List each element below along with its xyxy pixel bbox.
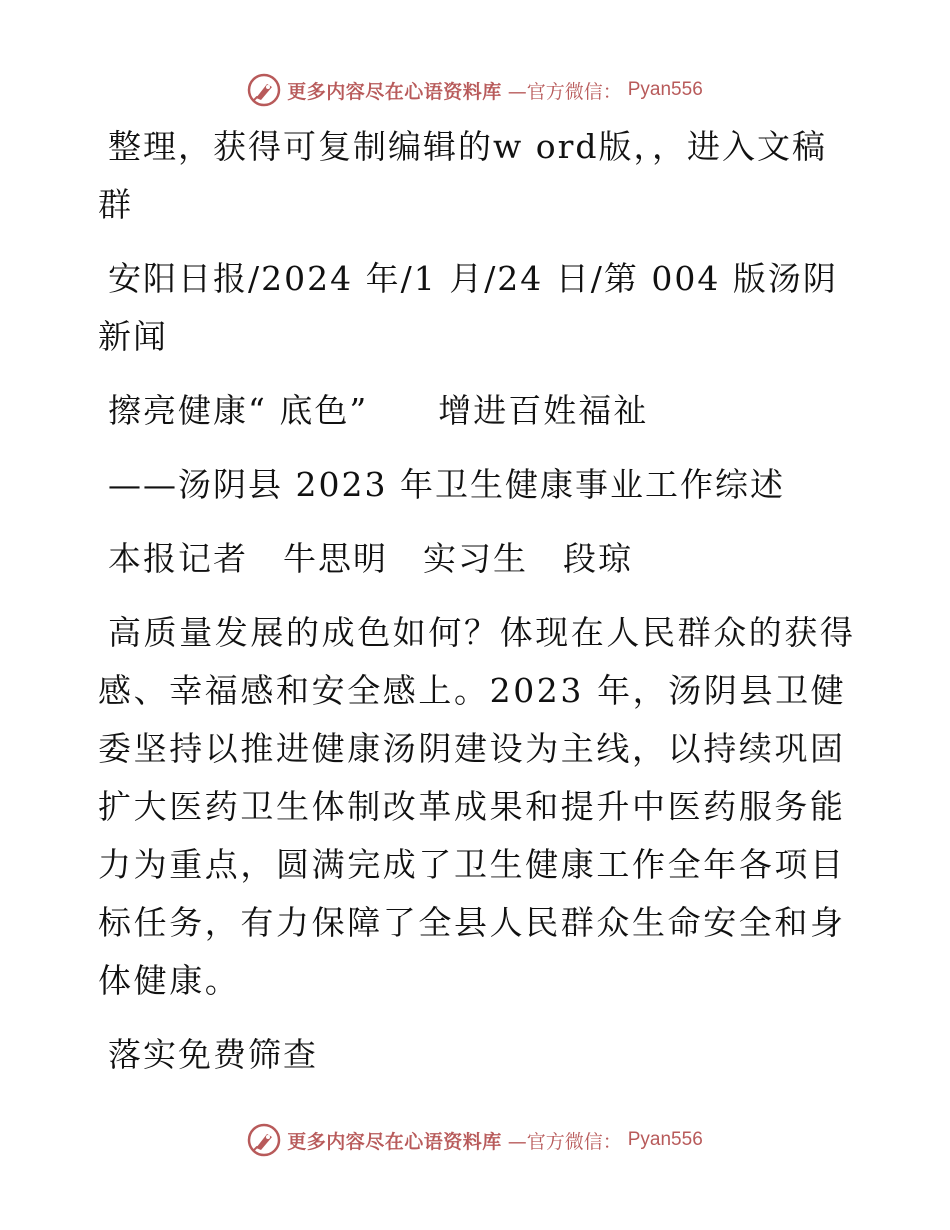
section-heading: 落实免费筛查 (108, 1035, 318, 1074)
watermark-wechat-id: Pyan556 (627, 1129, 703, 1150)
watermark-text: 更多内容尽在心语资料库 (287, 80, 502, 103)
watermark-separator: —官方微信： (507, 80, 622, 103)
pen-nib-logo-icon (247, 73, 281, 107)
watermark-separator: —官方微信： (507, 1130, 622, 1153)
source-line: 安阳日报/2024 年/1 月/24 日/第 004 版汤阴新闻 (98, 259, 838, 356)
byline: 本报记者 牛思明 实习生 段琼 (108, 539, 633, 578)
document-body (98, 118, 858, 1100)
article-subtitle: ——汤阴县 2023 年卫生健康事业工作综述 (108, 465, 785, 504)
header-watermark (0, 70, 950, 110)
pen-nib-logo-icon (247, 1123, 281, 1157)
watermark-wechat-id: Pyan556 (627, 79, 703, 100)
intro-note: 整理，获得可复制编辑的w ord版，，进入文稿群 (98, 127, 828, 224)
lead-paragraph: 高质量发展的成色如何？体现在人民群众的获得感、幸福感和安全感上。2023 年，汤阴县卫健委坚持以推进健康汤阴建设为主线，以持续巩固扩大医药卫生体制改革成果和提升中医药服务能力为重点，圆满完成了卫生健康工作全年各项目标任务，有力保障了全县人民群众生命安全和身体健康。 (98, 613, 856, 1000)
watermark-text: 更多内容尽在心语资料库 (287, 1130, 502, 1153)
article-title: 擦亮健康“ 底色” 增进百姓福祉 (108, 391, 649, 430)
footer-watermark (0, 1120, 950, 1160)
